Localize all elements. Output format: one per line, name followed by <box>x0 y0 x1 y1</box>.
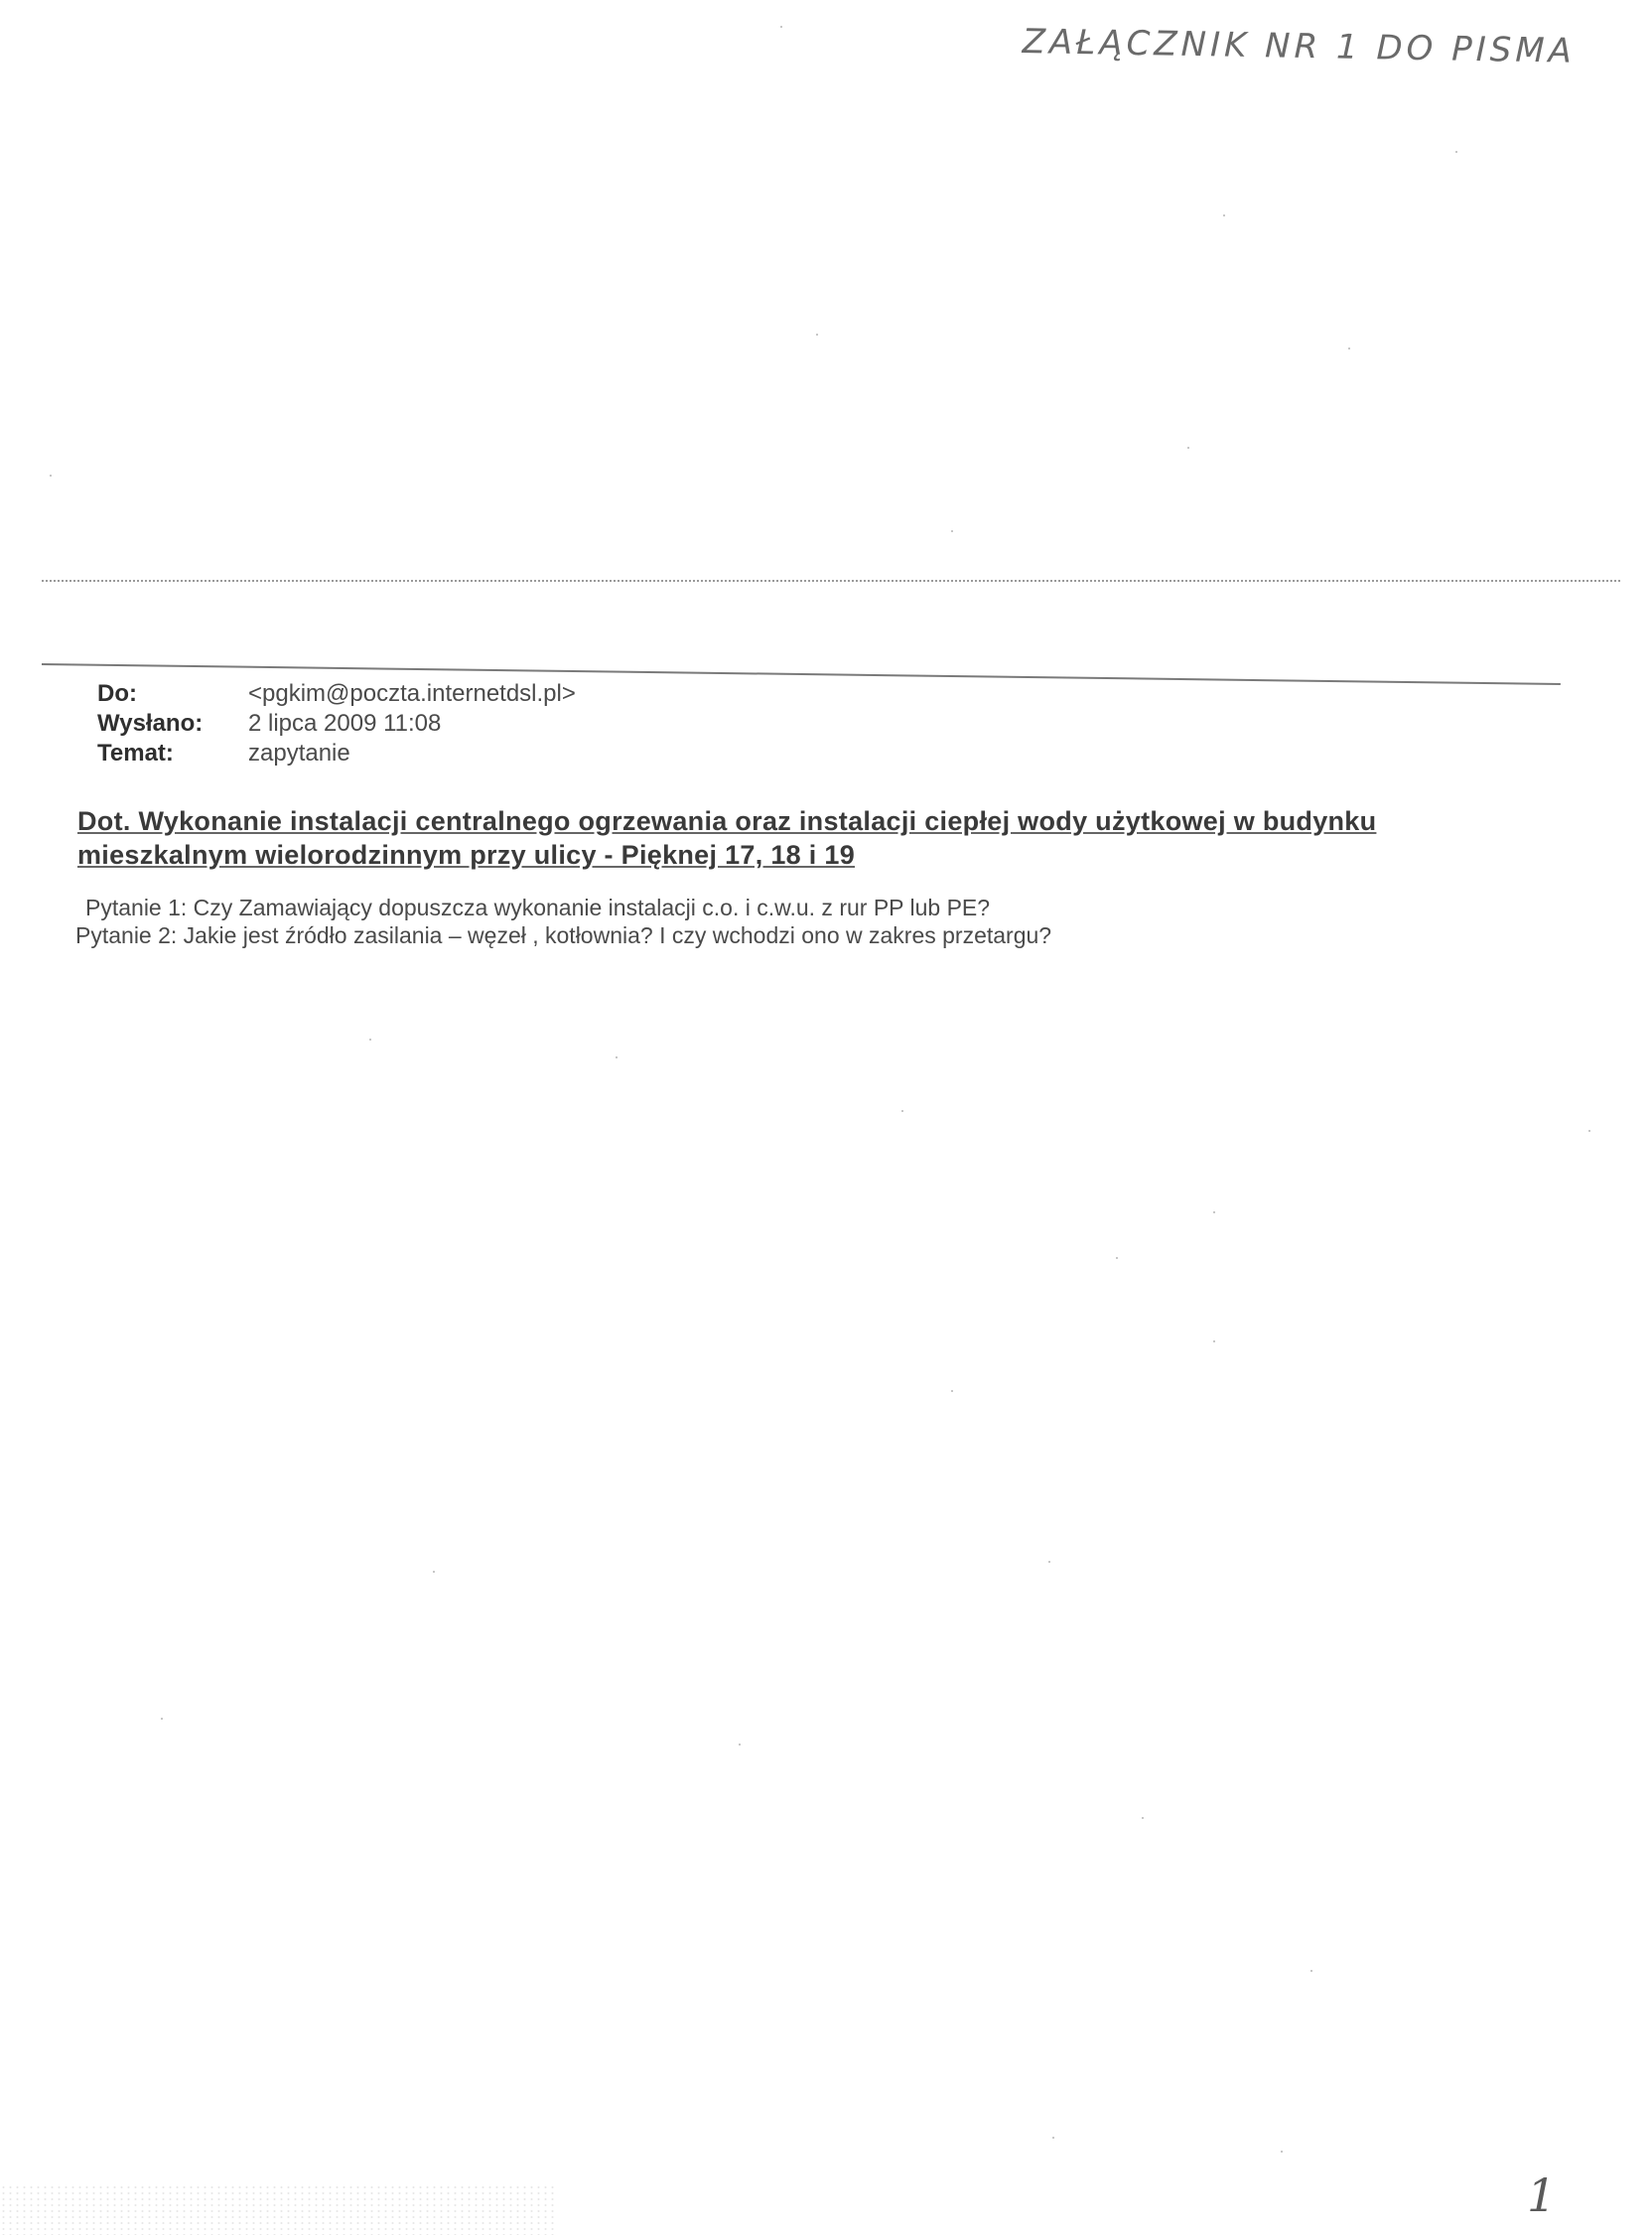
scan-speck <box>1213 1340 1215 1342</box>
scan-speck <box>901 1110 903 1112</box>
scan-speck <box>951 1390 953 1392</box>
separator-line-top <box>42 580 1620 582</box>
scan-speck <box>1213 1211 1215 1213</box>
scan-speck <box>369 1039 371 1041</box>
scan-speck <box>161 1718 163 1720</box>
email-header-sent <box>97 709 576 739</box>
question-2: Pytanie 2: Jakie jest źródło zasilania – węzeł , kotłownia? I czy wchodzi ono w zakres przetargu? <box>75 922 1052 948</box>
sent-date: 2 lipca 2009 11:08 <box>248 710 442 737</box>
subject-value: zapytanie <box>248 740 350 767</box>
scan-speck <box>1588 1130 1590 1132</box>
scan-speck <box>1281 2151 1283 2153</box>
scan-speck <box>1048 1561 1050 1563</box>
scan-speck <box>780 26 782 28</box>
scan-speck <box>951 530 953 532</box>
scan-speck <box>1223 214 1225 216</box>
scan-speck <box>50 475 52 477</box>
scan-speck <box>1455 151 1457 153</box>
scan-speck <box>1187 447 1189 449</box>
scan-speck <box>1348 348 1350 349</box>
email-header-to <box>97 679 576 709</box>
handwritten-page-number: 1 <box>1527 2168 1557 2222</box>
scan-speck <box>1052 2137 1054 2139</box>
recipient-address: <pgkim@poczta.internetdsl.pl> <box>248 680 576 707</box>
email-subject-heading: Dot. Wykonanie instalacji centralnego ogrzewania oraz instalacji ciepłej wody użytkowej w budynku mieszkalnym wielorodzinnym przy ulicy - Pięknej 17, 18 i 19 <box>77 806 1377 870</box>
question-1: Pytanie 1: Czy Zamawiający dopuszcza wykonanie instalacji c.o. i c.w.u. z rur PP lub PE? <box>85 895 991 920</box>
header-label: Wysłano: <box>97 710 204 737</box>
header-label: Temat: <box>97 740 174 767</box>
scan-noise <box>0 2184 556 2235</box>
scan-speck <box>739 1744 741 1746</box>
scan-speck <box>433 1571 435 1573</box>
scan-speck <box>816 334 818 336</box>
scan-speck <box>1310 1970 1312 1972</box>
email-header-subject <box>97 739 576 768</box>
email-header-block <box>97 679 576 768</box>
scan-speck <box>1116 1257 1118 1259</box>
scan-speck <box>616 1056 618 1058</box>
handwritten-annotation: ZAŁĄCZNIK NR 1 DO PISMA <box>1022 22 1577 71</box>
questions-block <box>75 894 1051 949</box>
header-label: Do: <box>97 680 137 707</box>
scan-speck <box>1142 1817 1144 1819</box>
